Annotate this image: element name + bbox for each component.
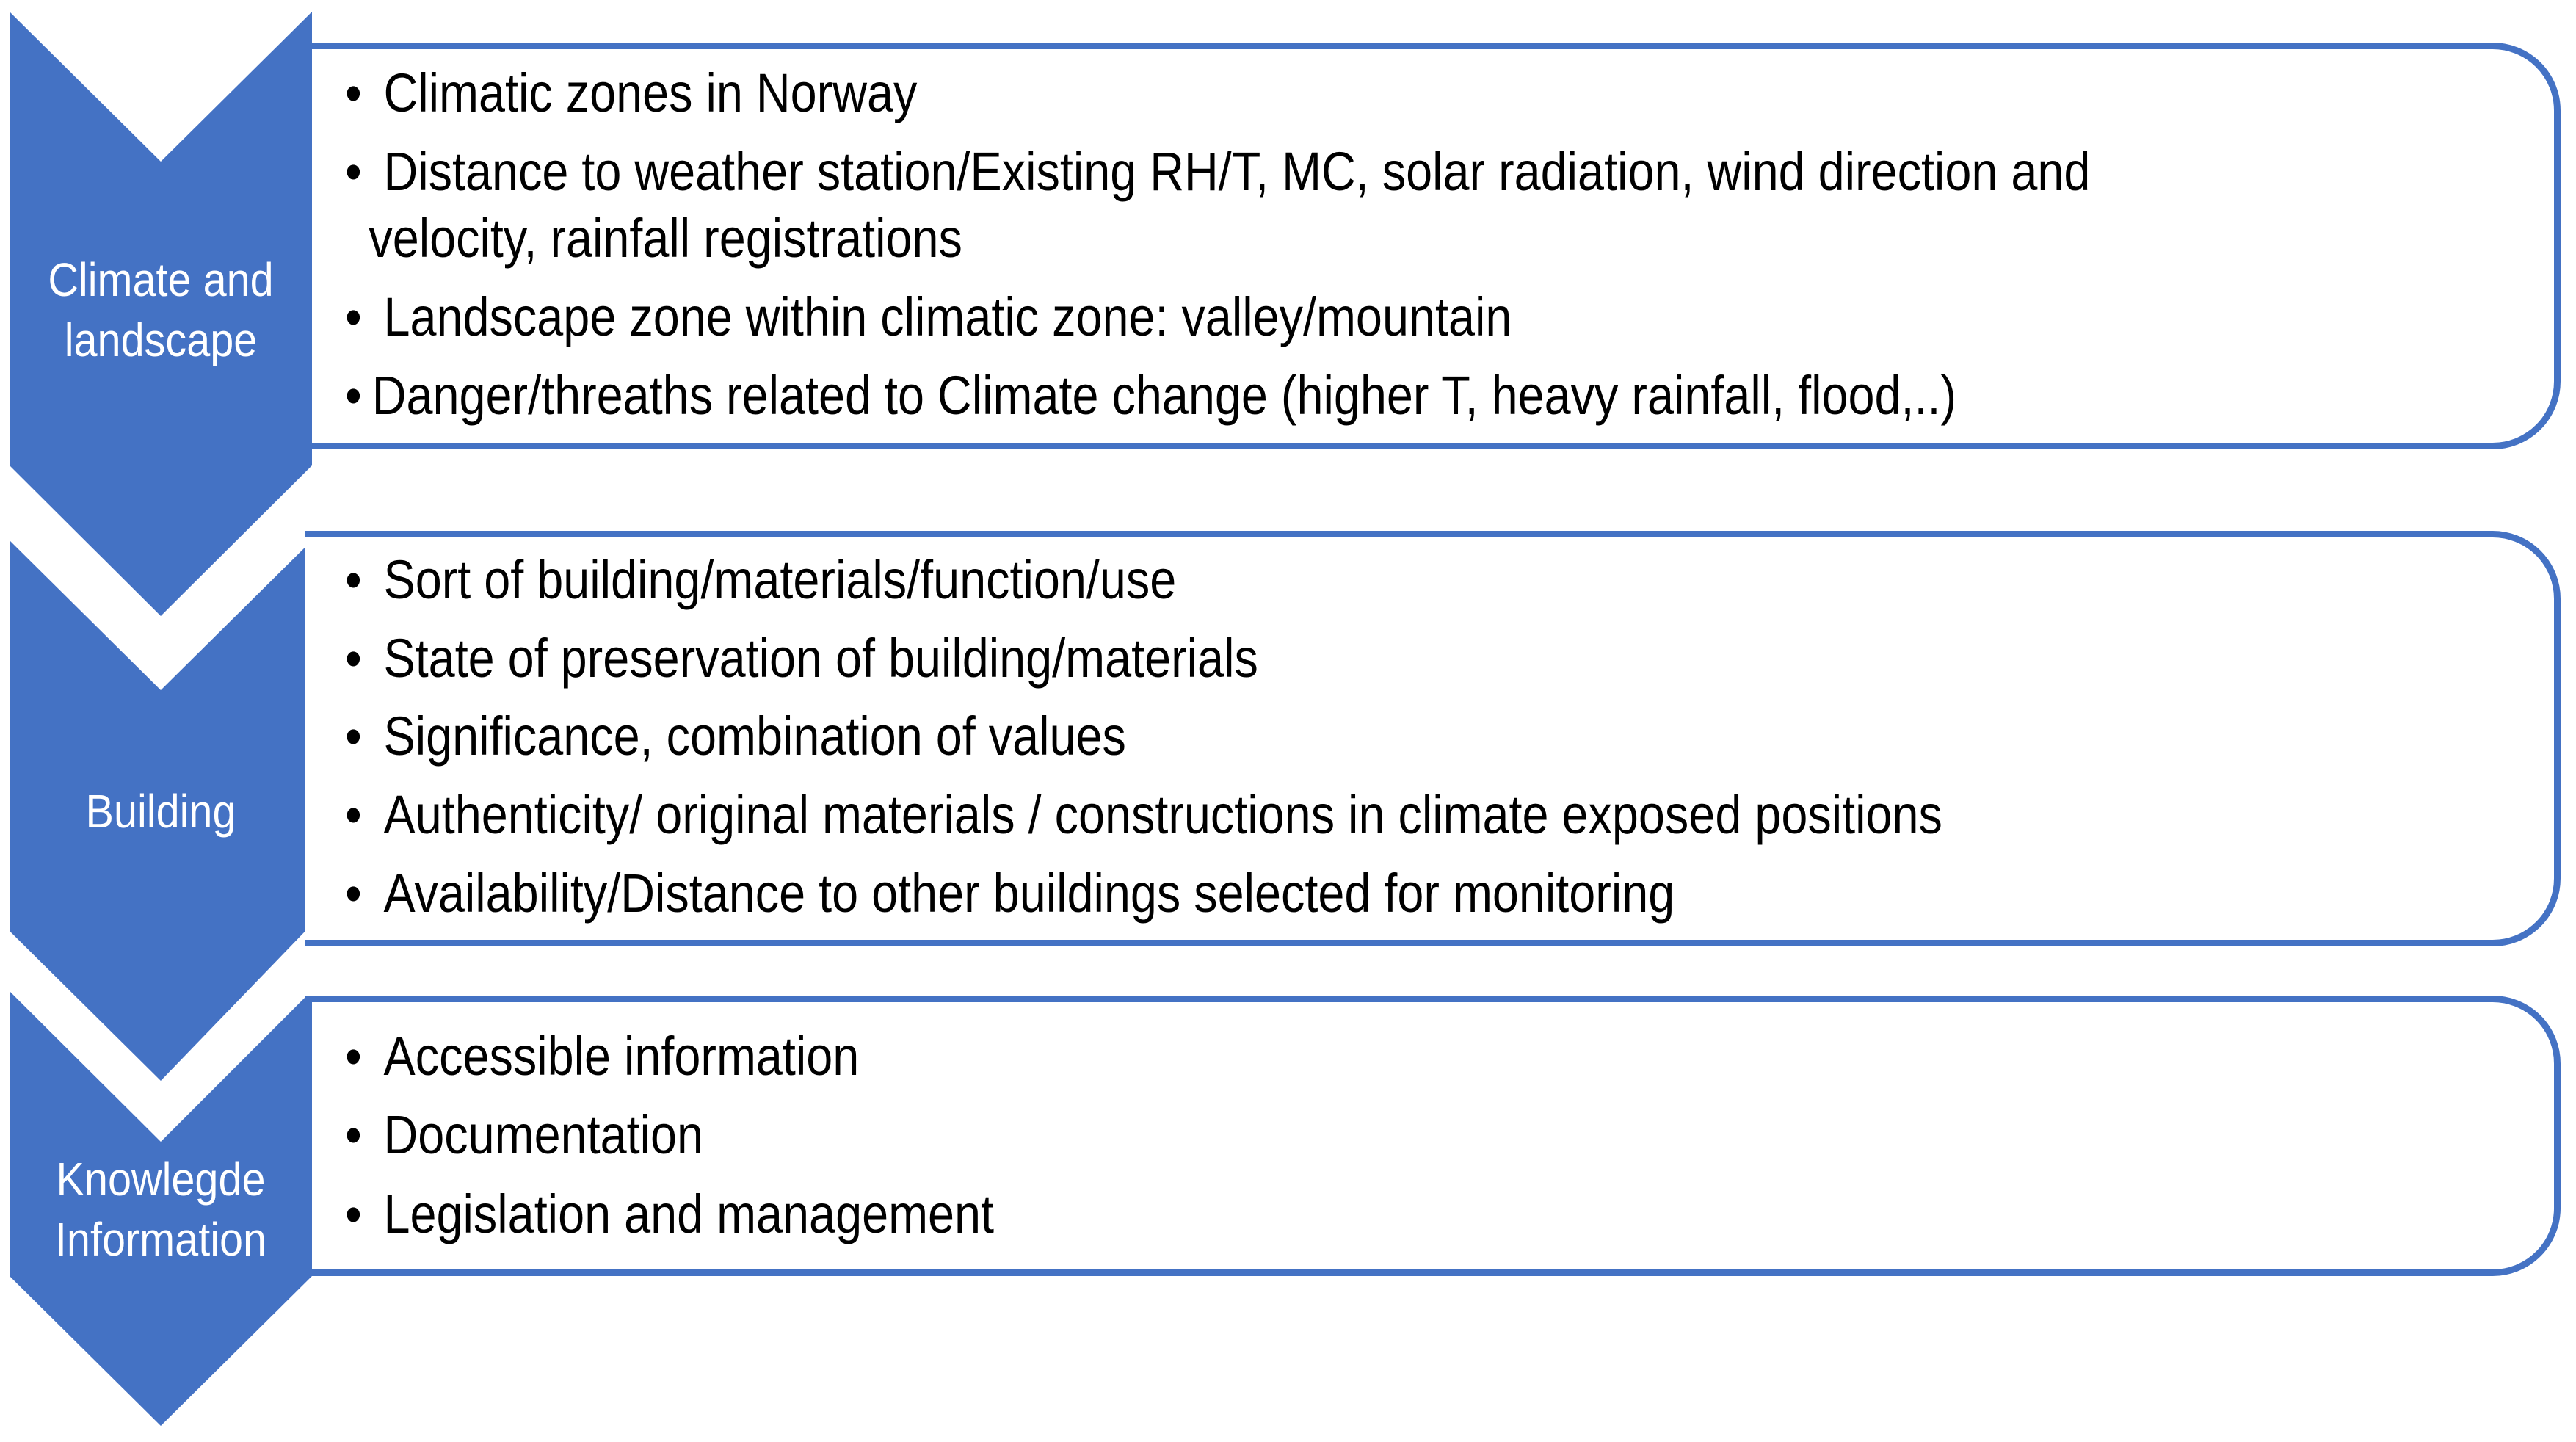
- list-item: [345, 703, 1126, 769]
- list-item-text: velocity, rainfall registrations: [369, 208, 962, 269]
- list-item: [345, 1181, 994, 1247]
- stage-label-line: landscape: [64, 314, 258, 366]
- list-item-text: Significance, combination of values: [383, 706, 1126, 767]
- stage-label-climate: [10, 250, 312, 370]
- list-item-continuation: [345, 206, 962, 272]
- list-item-text: Landscape zone within climatic zone: valley/mountain: [383, 286, 1512, 347]
- list-item-text: Danger/threaths related to Climate change (higher T, heavy rainfall, flood,..): [371, 365, 1957, 426]
- list-item: [345, 861, 1675, 927]
- bullet-icon: •: [345, 62, 362, 123]
- stage-label-line: Knowlegde: [56, 1153, 266, 1206]
- list-item-text: Climatic zones in Norway: [383, 62, 918, 123]
- list-item-text: Accessible information: [383, 1026, 860, 1087]
- stage-label-building: [10, 781, 312, 841]
- bullet-icon: •: [345, 628, 362, 689]
- bullet-icon: •: [345, 863, 362, 924]
- list-item-text: Documentation: [383, 1104, 704, 1165]
- list-item-text: State of preservation of building/materials: [383, 628, 1258, 689]
- list-item: [345, 60, 917, 126]
- list-item-text: Authenticity/ original materials / constructions in climate exposed positions: [383, 784, 1942, 845]
- stage-label-line: Building: [85, 785, 236, 838]
- bullet-icon: •: [345, 784, 362, 845]
- bullet-icon: •: [345, 1184, 362, 1244]
- stage-label-line: Information: [54, 1213, 267, 1266]
- list-item: [345, 363, 1956, 429]
- list-item-text: Distance to weather station/Existing RH/T, MC, solar radiation, wind direction and: [383, 141, 2091, 202]
- bullet-icon: •: [345, 549, 362, 610]
- bullet-icon: •: [345, 706, 362, 767]
- stage-label-line: Climate and: [48, 253, 274, 306]
- list-item: [345, 626, 1258, 692]
- list-item: [345, 139, 2090, 205]
- list-item-text: Availability/Distance to other buildings selected for monitoring: [383, 863, 1675, 924]
- list-item: [345, 1023, 859, 1090]
- list-item: [345, 284, 1512, 350]
- bullet-icon: •: [345, 286, 362, 347]
- bullet-icon: •: [345, 365, 362, 426]
- list-item-text: Sort of building/materials/function/use: [383, 549, 1177, 610]
- bullet-icon: •: [345, 1104, 362, 1165]
- bullet-icon: •: [345, 1026, 362, 1087]
- stage-label-knowledge: [10, 1149, 312, 1269]
- list-item-text: Legislation and management: [383, 1184, 995, 1244]
- list-item: [345, 547, 1176, 613]
- bullet-icon: •: [345, 141, 362, 202]
- list-item: [345, 782, 1942, 848]
- list-item: [345, 1102, 703, 1168]
